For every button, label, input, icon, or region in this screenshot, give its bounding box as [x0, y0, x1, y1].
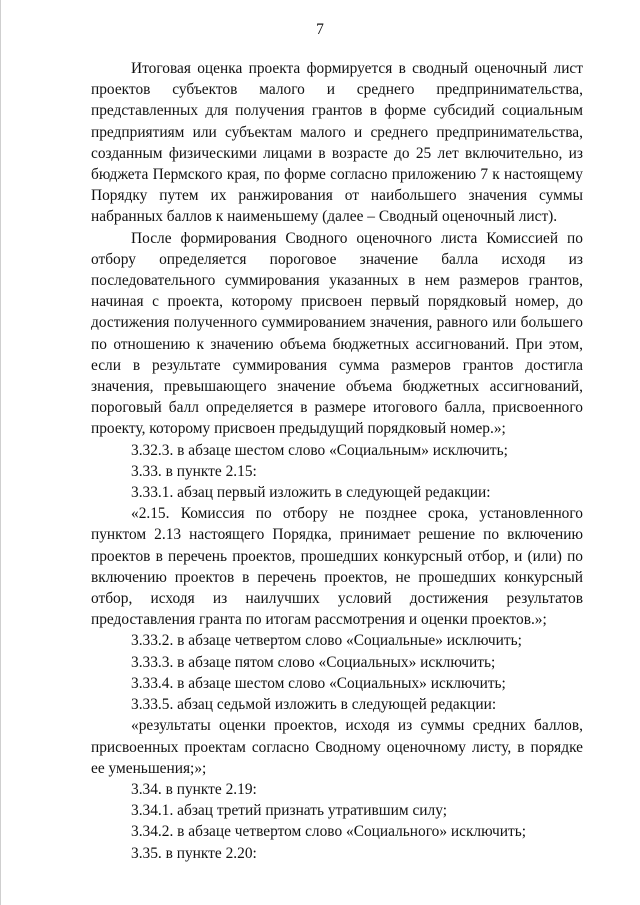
page-edge: [0, 0, 1, 905]
clause-3-33: 3.33. в пункте 2.15:: [131, 462, 257, 480]
clause-3-34-2: 3.34.2. в абзаце четвертом слово «Социального» исключить;: [131, 823, 527, 841]
clause-3-33-3: 3.33.3. в абзаце пятом слово «Социальных» исключить;: [131, 653, 496, 671]
paragraph-threshold-score: После формирования Сводного оценочного листа Комиссией по отбору определяется пороговое значение балла исходя из последовательного суммирования указанных в нем размеров грантов, начиная с проекта, которому присвоен первый порядковый номер, до достижения полученного суммированием значения, равного или большего по отношению к значению объема бюджетных ассигнований. При этом, если в результате суммирования сумма размеров грантов достигла значения, превышающего значение объема бюджетных ассигнований, пороговый балл определяется в размере итогового балла, присвоенного проекту, которому присвоен предыдущий порядковый номер.»;: [91, 229, 583, 438]
clause-3-33-1: 3.33.1. абзац первый изложить в следующей редакции:: [131, 484, 491, 502]
clause-3-33-5: 3.33.5. абзац седьмой изложить в следующей редакции:: [131, 696, 497, 714]
clause-3-32-3: 3.32.3. в абзаце шестом слово «Социальным» исключить;: [131, 441, 508, 459]
clause-3-33-4: 3.33.4. в абзаце шестом слово «Социальных» исключить;: [131, 674, 506, 692]
paragraph-2-15: «2.15. Комиссия по отбору не позднее срока, установленного пунктом 2.13 настоящего Порядка, принимает решение по включению проектов в перечень проектов, прошедших конкурсный отбор, и (или) по включению проектов в перечень проектов, не прошедших конкурсный отбор, исходя из наилучших условий достижения результатов предоставления гранта по итогам рассмотрения и оценки проектов.»;: [91, 505, 583, 629]
document-body: [91, 58, 583, 864]
paragraph-results: «результаты оценки проектов, исходя из суммы средних баллов, присвоенных проектам согласно Сводному оценочному листу, в порядке ее уменьшения;»;: [91, 717, 583, 777]
clause-3-34: 3.34. в пункте 2.19:: [131, 780, 257, 798]
clause-3-34-1: 3.34.1. абзац третий признать утратившим силу;: [131, 802, 447, 820]
paragraph-final-score: Итоговая оценка проекта формируется в сводный оценочный лист проектов субъектов малого и среднего предпринимательства, представленных для получения грантов в форме субсидий социальным предприятиям или субъектам малого и среднего предпринимательства, созданным физическими лицами в возрасте до 25 лет включительно, из бюджета Пермского края, по форме согласно приложению 7 к настоящему Порядку путем их ранжирования от наибольшего значения суммы набранных баллов к наименьшему (далее – Сводный оценочный лист).: [91, 60, 583, 226]
clause-3-35: 3.35. в пункте 2.20:: [131, 844, 257, 862]
page-number: 7: [316, 21, 324, 38]
clause-3-33-2: 3.33.2. в абзаце четвертом слово «Социальные» исключить;: [131, 632, 522, 650]
